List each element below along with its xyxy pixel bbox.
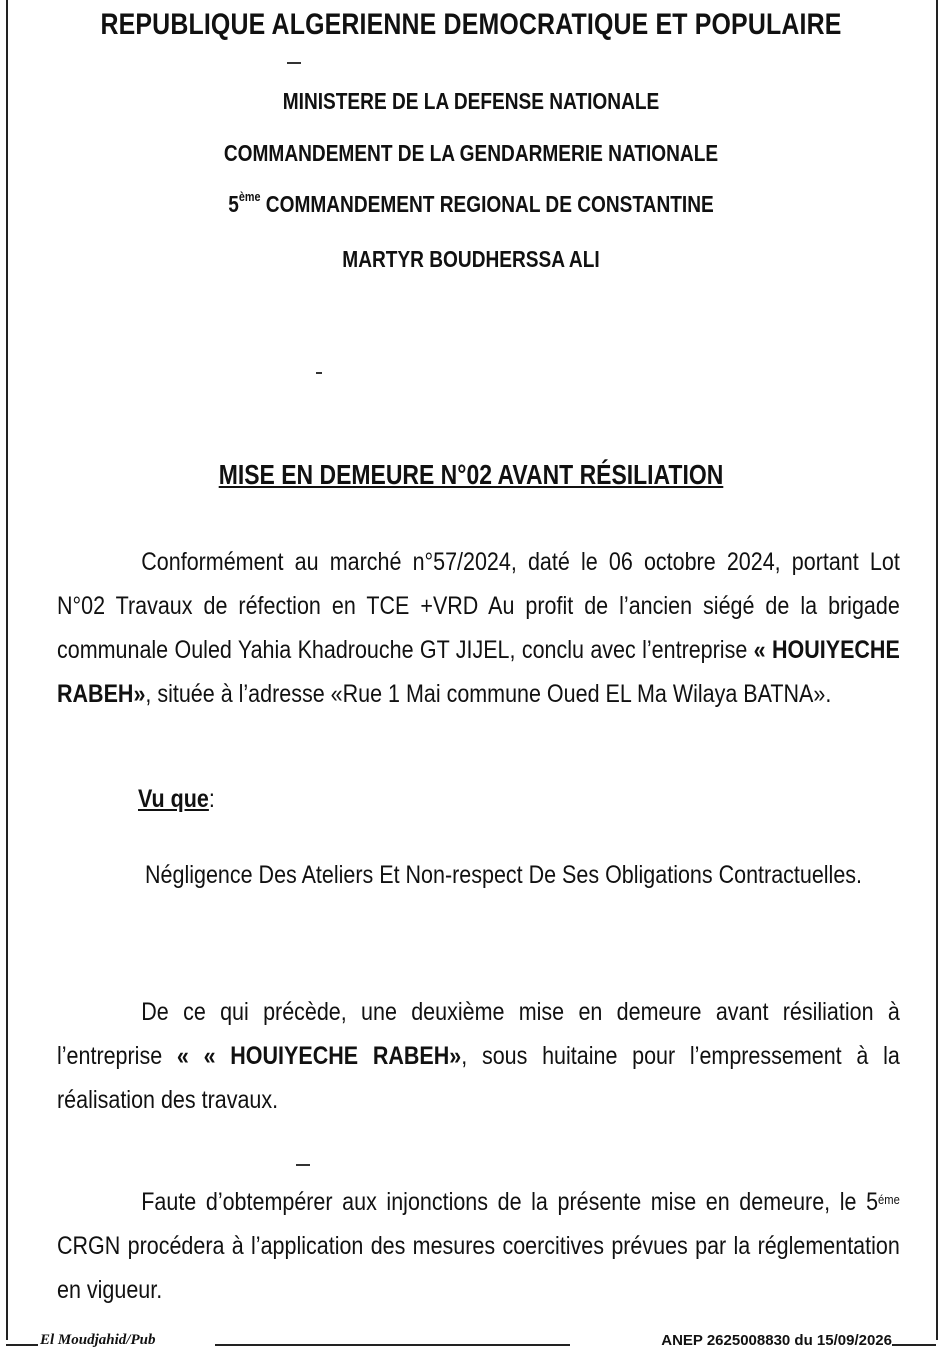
paragraph-second-notice-after: , sous huitaine pour l’empressement à la réalisation des travaux. <box>57 1042 900 1114</box>
command-heading: COMMANDEMENT DE LA GENDARMERIE NATIONALE <box>223 140 719 166</box>
martyr-heading: MARTYR BOUDHERSSA ALI <box>342 246 600 272</box>
anep-reference: ANEP 2625008830 du 15/09/2026 <box>661 1332 892 1349</box>
region-text: COMMANDEMENT REGIONAL DE CONSTANTINE <box>260 191 714 217</box>
region-heading <box>80 191 862 218</box>
paragraph-contract-before: Conformément au marché n°57/2024, daté le 06 octobre 2024, portant Lot N°02 Travaux de réfection en TCE +VRD Au profit de l’ancien siégé de la brigade communale Ouled Yahia Khadrouche GT JIJEL, conclu avec l’entreprise <box>57 548 900 664</box>
region-superscript: ème <box>238 189 261 204</box>
footer <box>0 1330 942 1354</box>
paragraph-reason: Négligence Des Ateliers Et Non-respect De Ses Obligations Contractuelles. <box>145 861 863 889</box>
ministry-heading: MINISTERE DE LA DEFENSE NATIONALE <box>282 88 660 114</box>
notice-title: MISE EN DEMEURE N°02 AVANT RÉSILIATION <box>218 459 724 490</box>
paragraph-consequence-after: CRGN procédera à l’application des mesures coercitives prévues par la réglementation en vigueur. <box>57 1232 900 1304</box>
scan-speck <box>296 1164 310 1166</box>
publisher-credit: El Moudjahid/Pub <box>40 1332 156 1348</box>
paragraph-consequence-before: Faute d’obtempérer aux injonctions de la présente mise en demeure, le 5 <box>141 1188 879 1216</box>
footer-rule <box>215 1344 570 1346</box>
vu-que-text: Vu que <box>138 785 209 813</box>
consequence-superscript: éme <box>878 1192 900 1207</box>
scan-speck <box>287 62 301 64</box>
footer-rule <box>892 1344 936 1346</box>
vu-que-label <box>138 785 215 814</box>
paragraph-second-notice <box>57 990 900 1122</box>
republic-heading: REPUBLIQUE ALGERIENNE DEMOCRATIQUE ET POPULAIRE <box>100 8 842 41</box>
footer-rule <box>6 1344 38 1346</box>
paragraph-second-notice-before: De ce qui précède, une deuxième mise en demeure avant résiliation à l’entreprise <box>57 998 900 1070</box>
paragraph-consequence <box>57 1180 900 1312</box>
paragraph-contract <box>57 540 900 716</box>
company-name-second: « « HOUIYECHE RABEH» <box>176 1042 462 1070</box>
company-name: « HOUIYECHE RABEH» <box>57 636 900 708</box>
region-number: 5 <box>228 191 239 217</box>
scan-speck <box>316 372 322 374</box>
paragraph-contract-after: , située à l’adresse «Rue 1 Mai commune Oued EL Ma Wilaya BATNA». <box>145 680 832 708</box>
vu-que-colon: : <box>208 785 215 813</box>
